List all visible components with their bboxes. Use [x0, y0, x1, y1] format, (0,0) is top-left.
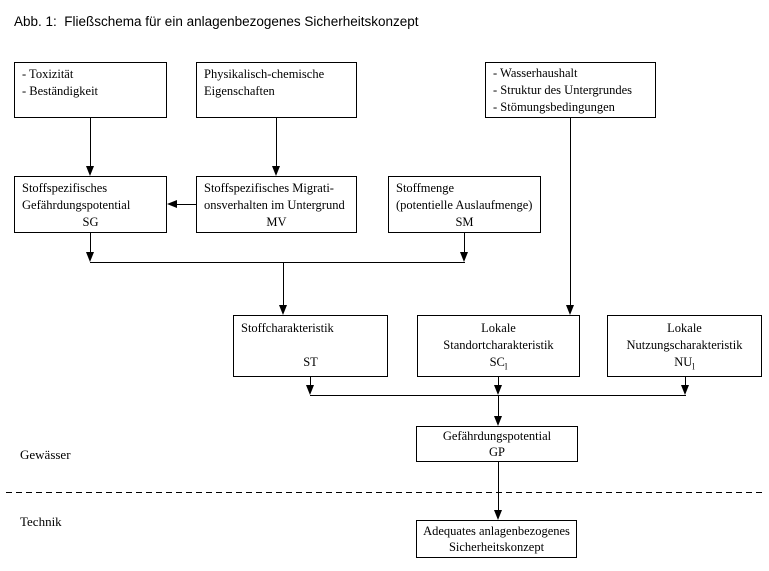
box-gefaehrdungspotential-gp [416, 426, 578, 462]
box-line: Nutzungscharakteristik [626, 338, 743, 352]
figure-caption: Abb. 1: Fließschema für ein anlagenbezogenes Sicherheitskonzept [14, 14, 419, 29]
arrowhead-down-icon [494, 416, 502, 426]
arrowhead-down-icon [494, 510, 502, 520]
section-divider-dashed-line [6, 492, 763, 493]
arrowhead-left-icon [167, 200, 177, 208]
box-stoffmenge-sm [388, 176, 541, 233]
connector-toxizitaet-to-sg [90, 118, 91, 166]
arrowhead-down-icon [306, 385, 314, 395]
box-line: - Wasserhaushalt [493, 66, 578, 80]
box-code-nu [613, 354, 756, 376]
section-label-technik: Technik [20, 514, 62, 529]
box-code-sg: SG [82, 215, 99, 229]
box-line: Standortcharakteristik [443, 338, 554, 352]
code-subscript: l [504, 361, 508, 372]
box-line: Stoffmenge [396, 181, 455, 195]
box-line: onsverhalten im Untergrund [204, 198, 345, 212]
box-line: Stoffcharakteristik [241, 321, 334, 335]
connector-mv-to-sg [177, 204, 196, 205]
box-nutzungscharakteristik-nu [607, 315, 762, 377]
arrowhead-down-icon [86, 166, 94, 176]
box-code-sm: SM [455, 215, 474, 229]
box-line: Gefährdungspotential [442, 429, 552, 443]
arrowhead-down-icon [86, 252, 94, 262]
connector-physikalisch-to-mv [276, 118, 277, 166]
box-line: Adequates anlagenbezogenes [423, 524, 570, 538]
box-line: (potentielle Auslaufmenge) [396, 198, 533, 212]
box-line: - Beständigkeit [22, 84, 99, 98]
arrowhead-down-icon [272, 166, 280, 176]
spacer [241, 337, 380, 354]
code-text: SC [489, 355, 505, 369]
box-code-mv: MV [266, 215, 287, 229]
connector-wasserhaushalt-to-sc [570, 118, 571, 305]
box-code-sc [423, 354, 574, 376]
section-label-gewaesser: Gewässer [20, 447, 71, 462]
box-migrationsverhalten-mv [196, 176, 357, 233]
box-line: Eigenschaften [204, 84, 275, 98]
box-line: Physikalisch-chemische [204, 67, 325, 81]
connector-junction1-to-st [283, 262, 284, 305]
box-line: Lokale [481, 321, 516, 335]
arrowhead-down-icon [279, 305, 287, 315]
box-sicherheitskonzept [416, 520, 577, 558]
box-line: Lokale [667, 321, 702, 335]
box-line: Gefährdungspotential [22, 198, 131, 212]
connector-sm-to-junction1 [464, 233, 465, 252]
junction1-horizontal-line [90, 262, 465, 263]
box-standortcharakteristik-sc [417, 315, 580, 377]
box-line: Stoffspezifisches [22, 181, 108, 195]
box-stoffcharakteristik-st [233, 315, 388, 377]
connector-junction2-to-gp [498, 395, 499, 416]
arrowhead-down-icon [460, 252, 468, 262]
box-toxizitaet-bestaendigkeit [14, 62, 167, 118]
connector-gp-to-sicherheitskonzept [498, 462, 499, 510]
box-code-st: ST [303, 355, 318, 369]
connector-st-to-junction2 [310, 377, 311, 385]
box-stoffspezifisches-gefaehrdungspotential-sg [14, 176, 167, 233]
box-line: - Stömungsbedingungen [493, 100, 615, 114]
box-line: Sicherheitskonzept [448, 540, 545, 554]
arrowhead-down-icon [681, 385, 689, 395]
box-line: Stoffspezifisches Migrati- [204, 181, 334, 195]
box-line: - Struktur des Untergrundes [493, 83, 632, 97]
box-wasserhaushalt [485, 62, 656, 118]
code-text: NU [674, 355, 693, 369]
box-code-gp: GP [489, 445, 505, 459]
connector-sg-to-junction1 [90, 233, 91, 252]
box-physikalisch-chemische-eigenschaften [196, 62, 357, 118]
connector-sc-to-junction2 [498, 377, 499, 385]
box-line: - Toxizität [22, 67, 74, 81]
arrowhead-down-icon [566, 305, 574, 315]
connector-nu-to-junction2 [685, 377, 686, 385]
code-subscript: l [692, 361, 695, 372]
arrowhead-down-icon [494, 385, 502, 395]
